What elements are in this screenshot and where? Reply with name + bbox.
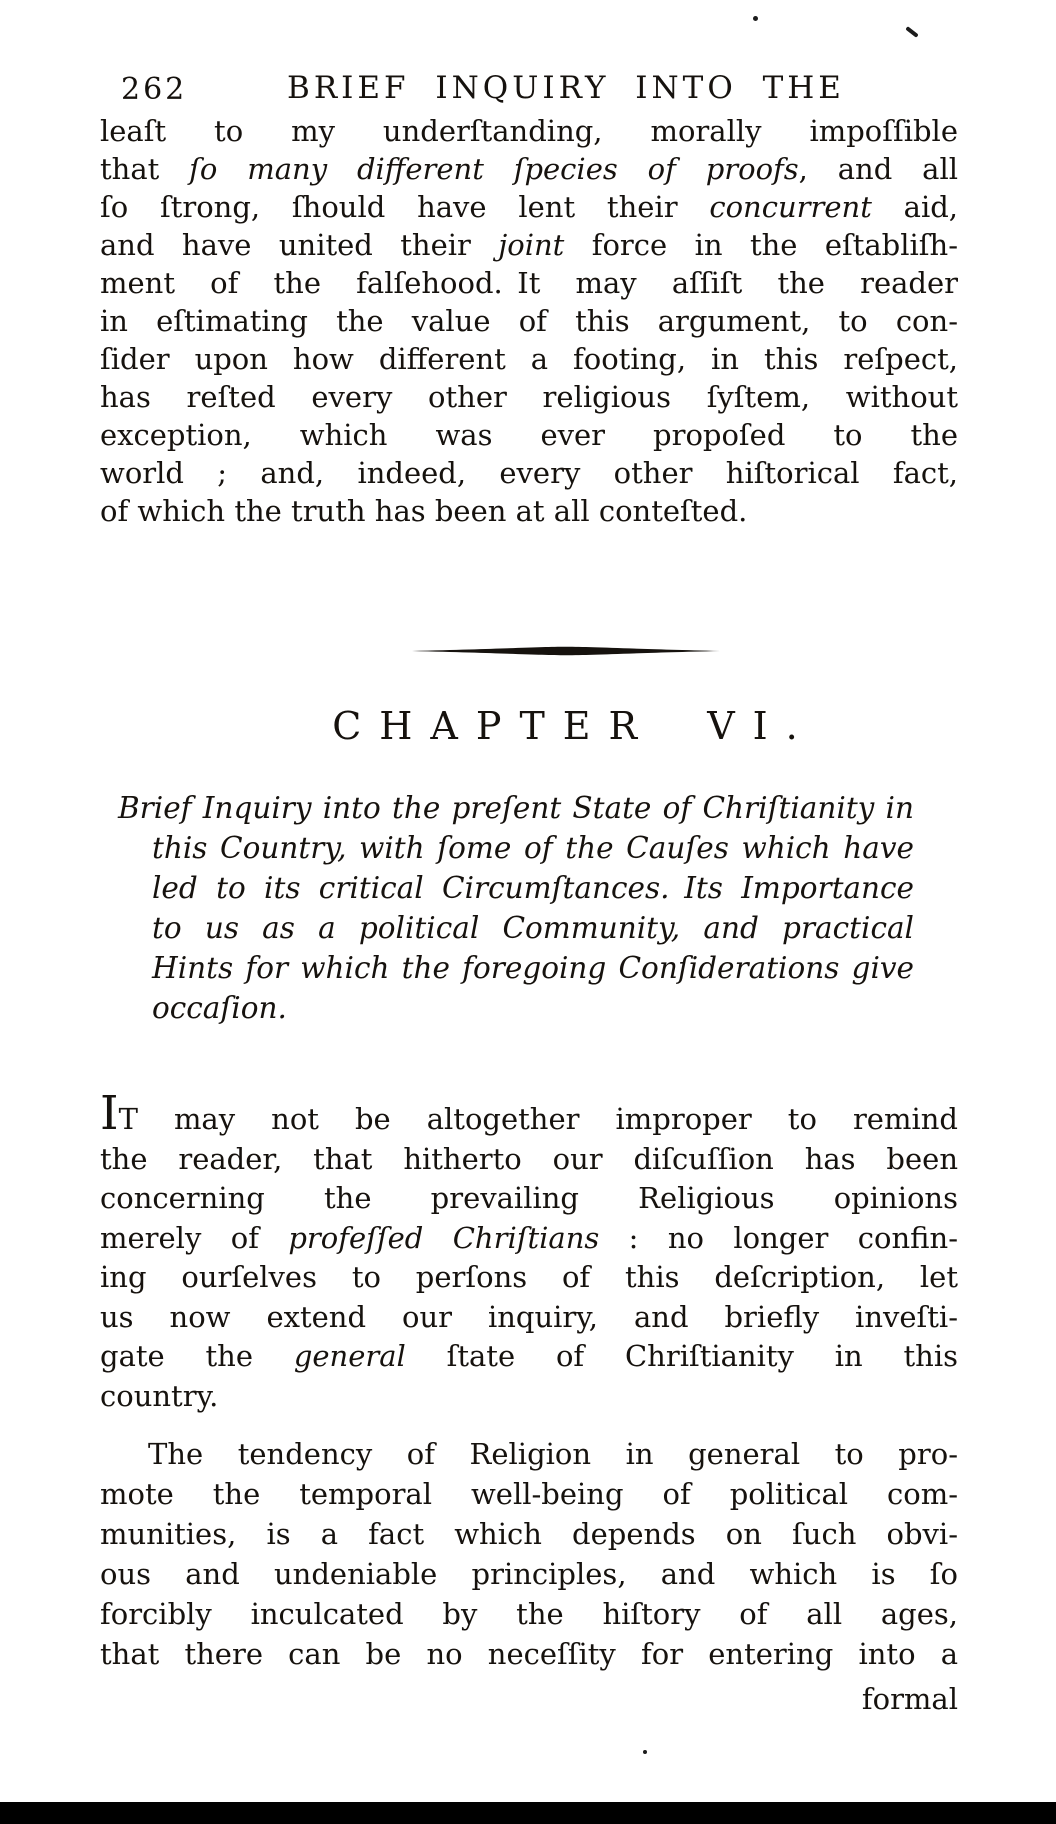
text-line: us now extend our inquiry, and briefly inveſti-: [100, 1299, 958, 1334]
scan-bottom-edge: [0, 1802, 1056, 1824]
section-divider-rule: [412, 646, 720, 656]
ink-speck: [643, 1750, 647, 1754]
text-line: concerning the prevailing Religious opinions: [100, 1181, 958, 1215]
text-line: Brief Inquiry into the preſent State of Chriſtianity in: [118, 791, 914, 825]
text-line: the reader, that hitherto our diſcuſſion has been: [100, 1141, 958, 1176]
text-line: ing ourſelves to perſons of this deſcription, let: [100, 1260, 958, 1294]
text-line: in eſtimating the value of this argument, to con-: [100, 304, 958, 338]
paragraph-continuation: [100, 112, 958, 530]
text-line: led to its critical Circumſtances. Its Importance: [152, 871, 914, 905]
folio-number: 262: [121, 72, 188, 107]
catchword: formal: [861, 1682, 958, 1716]
text-line: exception, which was ever propoſed to the: [100, 418, 958, 452]
text-line: country.: [100, 1378, 219, 1413]
paragraph-body-2: [100, 1434, 958, 1674]
text-line: forcibly inculcated by the hiſtory of all ages,: [100, 1597, 958, 1631]
text-line: merely of profeſſed Chriſtians : no longer confin-: [100, 1220, 958, 1255]
text-line: munities, is a fact which depends on ſuch obvi-: [100, 1517, 958, 1551]
text-line: ment of the falſehood. It may aſſiſt the reader: [100, 266, 958, 300]
chapter-heading: CHAPTER VI.: [332, 704, 816, 748]
text-line: mote the temporal well-being of political com-: [100, 1477, 958, 1511]
text-line: world ; and, indeed, every other hiſtorical fact,: [100, 456, 958, 490]
text-line: leaſt to my underſtanding, morally impoſſible: [100, 114, 958, 148]
text-line: ſider upon how different a footing, in this reſpect,: [100, 342, 958, 376]
text-line: and have united their joint force in the eſtabliſh-: [100, 228, 958, 262]
text-line: that there can be no neceſſity for entering into a: [100, 1637, 958, 1671]
text-line: of which the truth has been at all conteſted.: [100, 494, 748, 528]
text-line: this Country, with ſome of the Cauſes which have: [152, 831, 914, 865]
chapter-argument: [118, 788, 914, 1028]
text-line: The tendency of Religion in general to pro-: [148, 1437, 958, 1471]
text-line: has reſted every other religious ſyſtem, without: [100, 380, 958, 414]
ink-speck: [753, 16, 758, 21]
text-line: that ſo many different ſpecies of proofs, and all: [100, 152, 958, 186]
paragraph-body-1: [100, 1086, 958, 1416]
text-line: Hints for which the foregoing Conſiderations give: [152, 951, 914, 985]
running-title: BRIEF INQUIRY INTO THE: [287, 70, 845, 106]
text-line: gate the general ſtate of Chriſtianity in this: [100, 1339, 958, 1373]
text-line: to us as a political Community, and practical: [152, 911, 914, 945]
text-line: ous and undeniable principles, and which is ſo: [100, 1557, 958, 1591]
text-line: occaſion.: [152, 991, 287, 1025]
ink-speck: [905, 26, 918, 38]
text-line: IT may not be altogether improper to remind: [100, 1086, 958, 1141]
text-line: ſo ſtrong, ſhould have lent their concurrent aid,: [100, 190, 959, 224]
